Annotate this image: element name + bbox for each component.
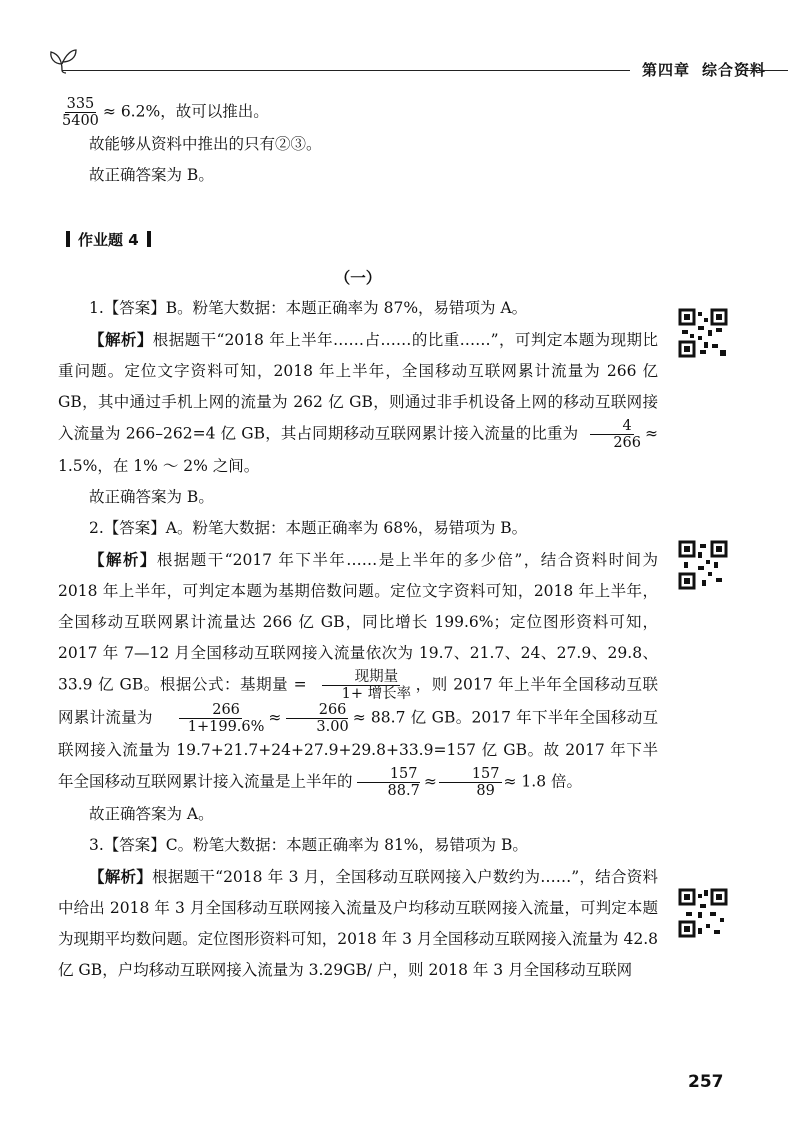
formula-fraction: $\frac{\text{现期量}}{\text{1+ 增长率}}$ — [309, 669, 413, 702]
section-label: 综合资料 — [702, 61, 767, 79]
answer-text: 故正确答案为 B。 — [89, 166, 214, 184]
q2-answer: 2.【答案】A。粉笔大数据：本题正确率为 68%，易错项为 B。 — [89, 519, 528, 537]
fraction: $\frac{335}{5400}$ — [62, 96, 99, 129]
header-rule-right — [738, 70, 788, 71]
q1-final: 故正确答案为 B。 — [89, 488, 214, 506]
qr-code-icon[interactable] — [678, 888, 728, 938]
q1-answer: 1.【答案】B。粉笔大数据：本题正确率为 87%，易错项为 A。 — [89, 299, 528, 317]
qr-code-icon[interactable] — [678, 540, 728, 590]
fraction: $\frac{266}{1+199.6\%}$ — [155, 702, 267, 735]
fraction: $\frac{4}{266}$ — [580, 418, 643, 451]
chapter-label: 第四章 — [642, 61, 691, 79]
section-heading: 作业题 4 — [58, 225, 658, 256]
header-rule-left — [62, 70, 630, 71]
fraction: $\frac{157}{88.7}$ — [355, 766, 422, 799]
fraction: $\frac{157}{89}$ — [439, 766, 502, 799]
qr-code-icon[interactable] — [678, 308, 728, 358]
q3-answer: 3.【答案】C。粉笔大数据：本题正确率为 81%，易错项为 B。 — [89, 836, 528, 854]
subsection-heading: （一） — [334, 268, 382, 287]
page-number: 257 — [688, 1072, 724, 1092]
q2-final: 故正确答案为 A。 — [89, 805, 214, 823]
q1-analysis: 【解析】根据题干“2018 年上半年……占……的比重……”，可判定本题为现期比重问题。定位文字资料可知，2018 年上半年，全国移动互联网累计流量为 266 亿 GB，其中通过手机上网的流量为 262 亿 GB，则通过非手机设备上网的移动互联网接入流量为 266–262=4 亿 GB，其占同期移动互联网累计接入流量的比重为 $\frac{4}{266}$ ≈ 1.5%，在 1% ～ 2% 之间。 — [58, 330, 658, 475]
conclusion-text: 故能够从资料中推出的只有②③。 — [89, 135, 322, 153]
leaf-icon — [48, 40, 78, 74]
fraction: $\frac{266}{3.00}$ — [283, 702, 350, 735]
q2-analysis: 【解析】根据题干“2017 年下半年……是上半年的多少倍”，结合资料时间为 2018 年上半年，可判定本题为基期倍数问题。定位文字资料可知，2018 年上半年，全国移动互联网累计流量达 266 亿 GB，同比增长 199.6%；定位图形资料可知，2017 年 7—12 月全国移动互联网接入流量依次为 19.7、21.7、24、27.9、29.8、33.9 亿 GB。根据公式：基期量 = $\frac{\text{现期量}}{\text{1+ 增长率}}$ ，则 2017 年上半年全国移动互联网累计流量为 $\frac{266}{1+199.6\%}$ ≈ $\frac{266}{3.00}$ ≈ 88.7 亿 GB。2017 年下半年全国移动互联网接入流量为 19.7+21.7+24+27.9+29.8+33.9=157 亿 GB。故 2017 年下半年全国移动互联网累计接入流量是上半年的 $\frac{157}{88.7}$ ≈ $\frac{157}{89}$ ≈ 1.8 倍。 — [58, 550, 658, 799]
page-content — [58, 96, 658, 986]
fraction-line: $\frac{335}{5400}$ ≈ 6.2%，故可以推出。 — [62, 96, 269, 129]
q3-analysis: 【解析】根据题干“2018 年 3 月，全国移动互联网接入户数约为……”，结合资料中给出 2018 年 3 月全国移动互联网接入流量及户均移动互联网接入流量，可判定本题为现期平均数问题。定位图形资料可知，2018 年 3 月全国移动互联网接入流量为 42.8 亿 GB，户均移动互联网接入流量为 3.29GB/ 户，则 2018 年 3 月全国移动互联网 — [58, 867, 658, 979]
page-header — [48, 40, 788, 80]
